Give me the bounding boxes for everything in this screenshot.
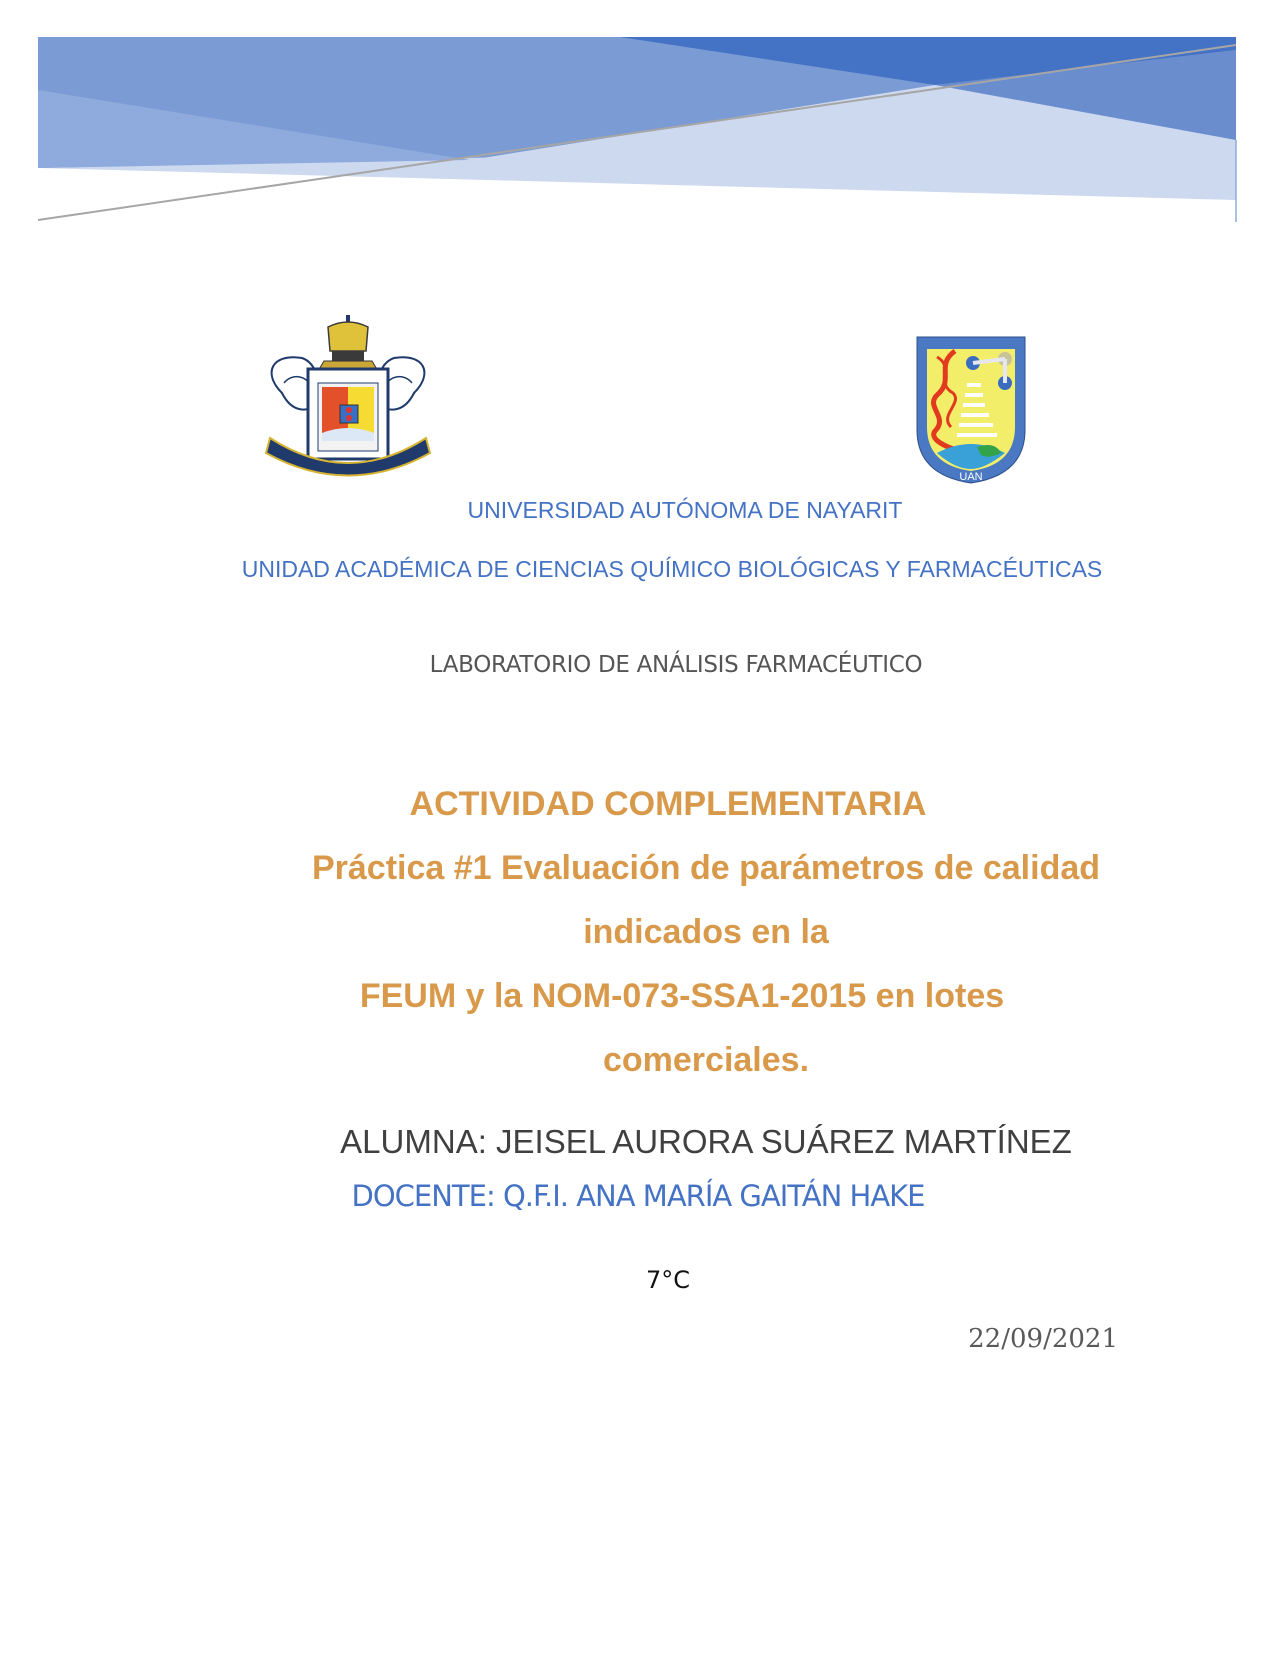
teacher-name: DOCENTE: Q.F.I. ANA MARÍA GAITÁN HAKE [351,1179,925,1213]
title-line-3: indicados en la [583,913,829,951]
title-line-4: FEUM y la NOM-073-SSA1-2015 en lotes [359,977,1005,1015]
laboratory-name: LABORATORIO DE ANÁLISIS FARMACÉUTICO [429,652,923,678]
student-name: ALUMNA: JEISEL AURORA SUÁREZ MARTÍNEZ [340,1123,1072,1160]
group-label: 7°C [645,1266,691,1294]
academic-unit-name: UNIDAD ACADÉMICA DE CIENCIAS QUÍMICO BIOLÓGICAS Y FARMACÉUTICAS [241,556,1103,582]
title-line-1: ACTIVIDAD COMPLEMENTARIA [409,785,927,823]
title-line-5: comerciales. [602,1041,810,1079]
document-date: 22/09/2021 [968,1324,1118,1354]
title-line-2: Práctica #1 Evaluación de parámetros de calidad [311,849,1101,887]
uan-label: UAN [959,471,983,483]
academic-unit-crest-logo [915,335,1027,485]
header-decoration [0,0,1280,240]
university-crest-logo [262,313,434,483]
university-name: UNIVERSIDAD AUTÓNOMA DE NAYARIT [467,497,903,523]
